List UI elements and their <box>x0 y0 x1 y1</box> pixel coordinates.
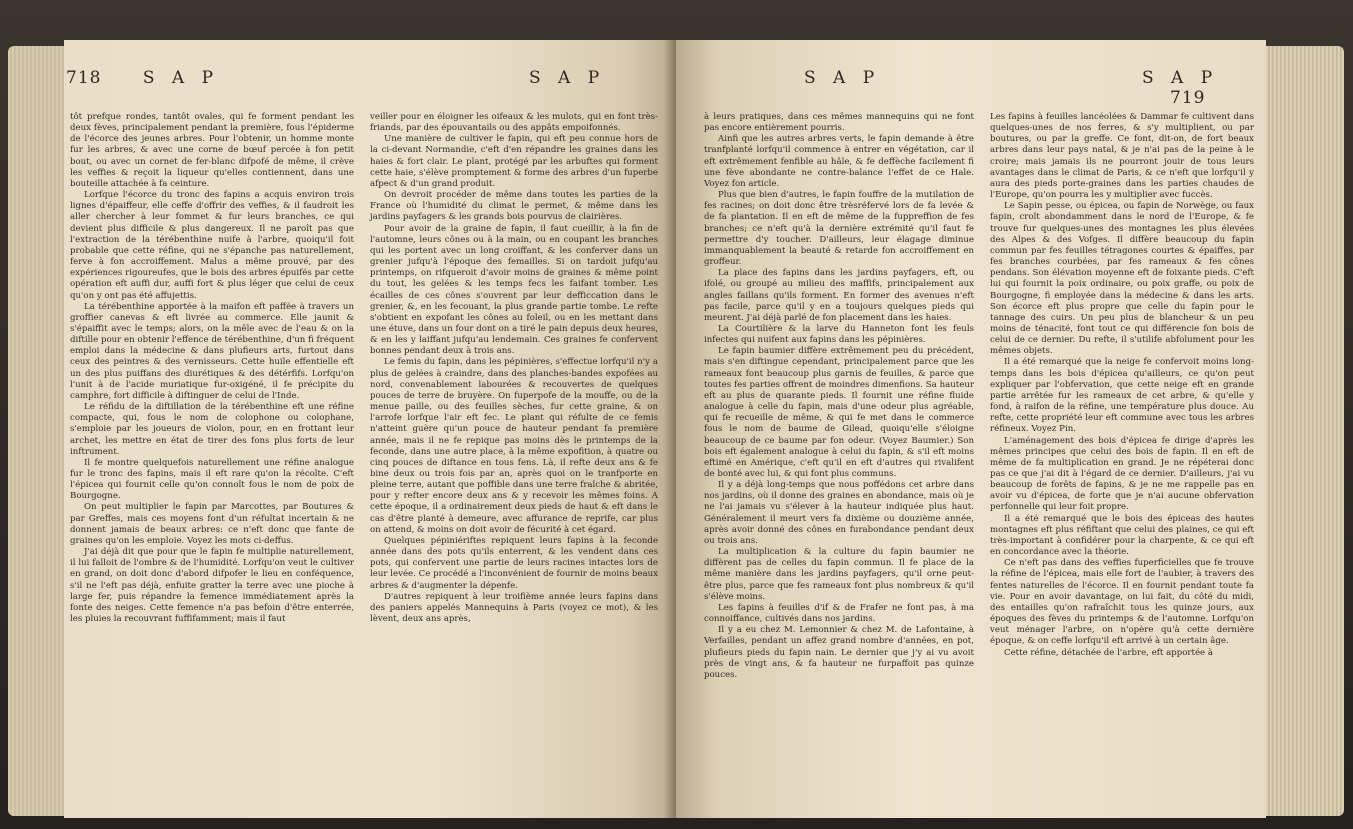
left-page-column-1 <box>70 112 354 625</box>
left-page-edges <box>8 46 70 816</box>
paragraph: Il y a déjà long-temps que nous poffédons cet arbre dans nos jardins, où il donne des graines en abondance, mais où je ne l'ai jamais vu s'élever à la hauteur indiquée plus haut. Généralement il meurt vers fa dixième ou douzième année, après avoir donné des cônes en furabondance pendant deux ou trois ans. <box>704 480 974 546</box>
left-page-number-header <box>66 68 219 92</box>
right-page-heading-2: S A P <box>1142 68 1219 88</box>
paragraph: Cette réfine, détachée de l'arbre, eft apportée à <box>1004 647 1213 658</box>
paragraph: D'autres repiquent à leur troifième année leurs fapins dans des paniers appelés Mannequins à Paris (voyez ce mot), & les lèvent, deux ans après, <box>370 591 658 625</box>
paragraph: Il fe montre quelquefois naturellement une réfine analogue fur le tronc des fapins, mais il eft rare qu'on la récolte. C'eft l'épicea qui fournit celle qu'on connoît fous le nom de poix de Bourgogne. <box>70 457 354 502</box>
paragraph: La Courtilière & la larve du Hanneton font les feuls infectes qui nuifent aux fapins dans les pépinières. <box>704 323 974 346</box>
paragraph: Le Sapin pesse, ou épicea, ou fapin de Norwège, ou faux fapin, croît abondamment dans le nord de l'Europe, & fe trouve fur quelques-unes des montagnes les plus élevées des Alpes & des Vofges. Il diffère beaucoup du fapin commun par fes feuilles tétragones courtes & épaiffes, par fes branches courbées, par fes rameaux & fes cônes pendans. Son élévation moyenne eft de foixante pieds. C'eft lui qui fournit la poix ordinaire, ou poix graffe, ou poix de Bourgogne, fi employée dans la médecine & dans les arts. Son écorce eft plus propre que celle du fapin pour le tannage des cuirs. Un peu plus de blancheur & un peu moins de ténacité, font tout ce qui différencie fon bois de celui de ce dernier. Du refte, il s'utilife abfolument pour les mêmes objets. <box>990 201 1254 357</box>
paragraph: Pour avoir de la graine de fapin, il faut cueillir, à la fin de l'automne, leurs cônes ou à la main, ou en coupant les branches qui les portent avec un long croiffant, & les conferver dans un grenier jufqu'à l'époque des femailles. Si on tardoit jufqu'au printemps, on rifqueroit d'avoir moins de graines & même point du tout, les gelées & les temps fecs les faifant tomber. Les écailles de ces cônes s'ouvrent par leur defficcation dans le grenier, &, en les fecouant, la plus grande partie tombe. Le refte s'obtient en expofant les cônes au foleil, ou en les mettant dans une étuve, dans un four dont on a tiré le pain depuis deux heures, & en les y laiffant jufqu'au lendemain. Ces graines fe confervent bonnes pendant deux à trois ans. <box>370 223 658 357</box>
left-page-number: 718 <box>66 68 102 88</box>
left-page-column-2 <box>370 112 658 625</box>
right-page-column-2 <box>990 112 1254 659</box>
paragraph: Le femis du fapin, dans les pépinières, s'effectue lorfqu'il n'y a plus de gelées à craindre, dans des planches-bandes expofées au nord, convenablement labourées & recouvertes de quelques pouces de terre de bruyère. On fuperpofe de la mouffe, ou de la menue paille, ou des feuilles sèches, fur cette graine, & on l'arrofe lorfque l'air eft fec. Le plant qui réfulte de ce femis n'atteint guère qu'un pouce de hauteur pendant fa première année, mais il ne fe repique pas moins dès le printemps de la feconde, dans une autre place, à la même expofition, à quatre ou cinq pouces de diftance en tous fens. Là, il refte deux ans & fe bine deux ou trois fois par an, après quoi on le tranfporte en pleine terre, autant que poffible dans une terre fraîche & abritée, pour y refter encore deux ans & y recevoir les mêmes foins. A cette époque, il a ordinairement deux pieds de haut & eft dans le cas d'être planté à demeure, avec affurance de reprife, car plus on attend, & moins on doit avoir de fécurité à cet égard. <box>370 357 658 535</box>
right-page-edges <box>1262 46 1344 816</box>
paragraph: veiller pour en éloigner les oifeaux & les mulots, qui en font très-friands, par des épouvantails ou des appâts empoifonnés. <box>370 112 658 134</box>
paragraph: L'aménagement des bois d'épicea fe dirige d'après les mêmes principes que celui des bois de fapin. Il en eft de même de fa multiplication en grand. Je ne répéterai donc pas ce que j'ai dit à l'égard de ce dernier. D'ailleurs, j'ai vu beaucoup de forêts de fapins, & je ne me rappelle pas en avoir vu d'épicea, de forte que je n'ai aucune obfervation perfonnelle qui leur foit propre. <box>990 435 1254 513</box>
paragraph: Lorfque l'écorce du tronc des fapins a acquis environ trois lignes d'épaiffeur, elle ceffe d'offrir des veffies, & il faudroit les aller chercher à leur fommet & fur leurs branches, ce qui devient plus difficile & plus dangereux. Il ne paroît pas que l'extraction de la térébenthine nuife à l'arbre, quoiqu'il foit probable que cette réfine, qui ne s'épanche pas naturellement, ferve à fon accroiffement. Malus a même prouvé, par des expériences rigoureufes, que le bois des arbres épuifés par cette opération eft auffi dur, auffi fort & plus léger que celui de ceux qu'on y ont pas été affujettis. <box>70 190 354 301</box>
paragraph: tôt prefque rondes, tantôt ovales, qui fe forment pendant les deux fèves, principalement pendant la première, fous l'épiderme de l'écorce des jeunes arbres. Pour l'obtenir, un homme monte fur les arbres, & avec une corne de bœuf percée à fon petit bout, ou avec un cornet de fer-blanc difpofé de même, il crève les veffies & reçoit la liqueur qu'elles contiennent, dans une bouteille attachée à fa ceinture. <box>70 112 354 189</box>
paragraph: La multiplication & la culture du fapin baumier ne diffèrent pas de celles du fapin commun. Il fe place de la même manière dans les jardins payfagers, qu'il orne peut-être plus, parce que fes rameaux font plus nombreux & qu'il s'élève moins. <box>704 547 974 602</box>
paragraph: Le réfidu de la diftillation de la térébenthine eft une réfine compacte, qui, fous le nom de colophone ou colophane, s'emploie par les joueurs de violon, pour, en en frottant leur archet, les mettre en état de tirer des fons plus forts de leur inftrument. <box>70 402 354 457</box>
paragraph: La place des fapins dans les jardins payfagers, eft, ou ifolé, ou groupé au milieu des maffifs, principalement aux angles faillans qu'ils forment. En former des avenues n'eft pas facile, parce qu'il y en a toujours quelques pieds qui meurent. J'ai déjà parlé de fon placement dans les haies. <box>704 268 974 323</box>
right-page-number-header <box>1142 68 1266 108</box>
paragraph: Plus que bien d'autres, le fapin fouffre de la mutilation de fes racines; on doit donc être trèsréfervé lors de fa levée & de fa plantation. Il en eft de même de la fuppreffion de fes branches; ce n'eft qu'à la dernière extrémité qu'il faut fe permettre d'y toucher. D'ailleurs, leur élagage diminue immanquablement la beauté & retarde fon accroiffement en groffeur. <box>704 190 974 268</box>
paragraph: Il a été remarqué que la neige fe confervoit moins long-temps dans les bois d'épicea qu'ailleurs, ce qu'on peut expliquer par l'obfervation, que cette neige eft en grande partie arrêtée fur les rameaux de cet arbre, & qu'elle y fond, à raifon de la réfine, une température plus douce. Au refte, cette propriété leur eft commune avec tous les arbres réfineux. Voyez Pin. <box>990 357 1254 435</box>
right-page <box>676 40 1266 818</box>
paragraph: Ainfi que les autres arbres verts, le fapin demande à être tranfplanté lorfqu'il commence à entrer en végétation, car il eft extrêmement fenfible au hâle, & fe deffèche facilement fi une fève abondante ne contre-balance l'effet de ce Hale. Voyez fon article. <box>704 134 974 189</box>
paragraph: Le fapin baumier diffère extrêmement peu du précédent, mais s'en diftingue cependant, principalement parce que les rameaux font beaucoup plus garnis de feuilles, & parce que toutes fes parties offrent de moindres dimenfions. Sa hauteur eft au plus de quarante pieds. Il fournit une réfine fluide analogue à celle du fapin, mais d'une odeur plus agréable, qui fe recueille de même, & qui fe met dans le commerce fous le nom de baume de Gilead, quoiqu'elle s'éloigne beaucoup de ce baume par fon odeur. (Voyez Baumier.) Son bois eft également analogue à celui du fapin, & s'il eft moins eftimé en Amérique, c'eft qu'il en eft d'autres qui rivalifent de bonté avec lui, & qui font plus communs. <box>704 346 974 479</box>
paragraph: J'ai déjà dit que pour que le fapin fe multiplie naturellement, il lui falloit de l'ombre & de l'humidité. Lorfqu'on veut le cultiver en grand, on doit donc d'abord difpofer le lieu en conféquence, s'il ne l'eft pas déjà, enfuite gratter la terre avec une pioche à large fer, puis répandre la femence immédiatement après la fonte des neiges. Cette femence n'a pas befoin d'être enterrée, les pluies la recouvrant fuffifamment; mais il faut <box>70 547 354 625</box>
paragraph: à leurs pratiques, dans ces mêmes mannequins qui ne font pas encore entièrement pourris. <box>704 112 974 134</box>
paragraph: On devroit procéder de même dans toutes les parties de la France où l'humidité du climat le permet, & même dans les jardins payfagers & les grands bois pourvus de clairières. <box>370 190 658 223</box>
right-page-heading-1: S A P <box>804 68 881 88</box>
paragraph: On peut multiplier le fapin par Marcottes, par Boutures & par Greffes, mais ces moyens font d'un réfultat incertain & ne donnent jamais de beaux arbres: ce n'eft donc que fante de graines qu'on les emploie. Voyez les mots ci-deffus. <box>70 502 354 546</box>
paragraph: Les fapins à feuilles lancéolées & Dammar fe cultivent dans quelques-unes de nos ferres, & s'y multiplient, ou par boutures, ou par la greffe. Ce font, dit-on, de fort beaux arbres dans leur pays natal, & je n'ai pas de la peine à le croire; mais jamais ils ne pourront jouir de tous leurs avantages dans le climat de Paris, & ce n'eft que lorfqu'il y aura des pieds porte-graines dans les parties chaudes de l'Europe, qu'on pourra les y multiplier avec fuccès. <box>990 112 1254 201</box>
paragraph: Il a été remarqué que le bois des épiceas des hautes montagnes eft plus réfiftant que celui des plaines, ce qui eft très-important à confidérer pour la charpente, & ce qui eft en concordance avec la théorie. <box>990 513 1254 558</box>
paragraph: Les fapins à feuilles d'if & de Frafer ne font pas, à ma connoiffance, cultivés dans nos jardins. <box>704 602 974 625</box>
paragraph: La térébenthine apportée à la maifon eft paffée à travers un groffier canevas & eft livrée au commerce. Elle jaunit & s'épaiffit avec le temps; alors, on la mêle avec de l'eau & on la diftille pour en obtenir l'effence de térébenthine, d'un fi fréquent emploi dans la médecine & dans plufieurs arts, furtout dans ceux des peintres & des vernisseurs. Cette huile effentielle eft un des plus puiffans des diurétiques & des détérfifs. Lorfqu'on l'unit à de l'acide muriatique fur-oxigéné, il fe précipite du camphre, fort difficile à diftinguer de celui de l'Inde. <box>70 301 354 401</box>
left-page-heading-2: S A P <box>529 68 606 88</box>
right-page-number: 719 <box>1170 88 1206 108</box>
left-page-heading-1: S A P <box>142 68 220 88</box>
paragraph: Une manière de cultiver le fapin, qui eft peu connue hors de la ci-devant Normandie, c'eft d'en répandre les graines dans les haies & fort clair. Le plant, protégé par les arbuftes qui forment cette haie, s'élève promptement & forme des arbres d'un fuperbe afpect & d'un grand produit. <box>370 134 658 189</box>
left-page <box>64 40 676 818</box>
paragraph: Il y a eu chez M. Lemonnier & chez M. de Lafontaine, à Verfailles, pendant un affez grand nombre d'années, en pot, plufieurs pieds du fapin nain. Le dernier que j'y ai vu avoit près de vingt ans, & fa hauteur ne furpaffoit pas quinze pouces. <box>704 625 974 680</box>
paragraph: Quelques pépiniériftes repiquent leurs fapins à la feconde année dans des pots qu'ils enterrent, & les vendent dans ces pots, qui confervent une partie de leurs racines intactes lors de leur levée. Ce procédé a l'inconvénient de fournir de moins beaux arbres & d'augmenter la dépenfe. <box>370 535 658 591</box>
paragraph: Ce n'eft pas dans des veffies fuperficielles que fe trouve la réfine de l'épicea, mais elle fort de l'aubier, à travers des fentes naturelles de l'écorce. Il en fournit pendant toute fa vie. Pour en avoir davantage, on lui fait, du côté du midi, des entailles qu'on rafraîchit tous les quinze jours, aux époques des fèves du printemps & de l'automne. Lorfqu'on veut ménager l'arbre, on n'opère qu'à cette dernière époque, & on ceffe lorfqu'il eft arrivé à un certain âge. <box>990 558 1254 647</box>
right-page-column-1 <box>704 112 974 681</box>
